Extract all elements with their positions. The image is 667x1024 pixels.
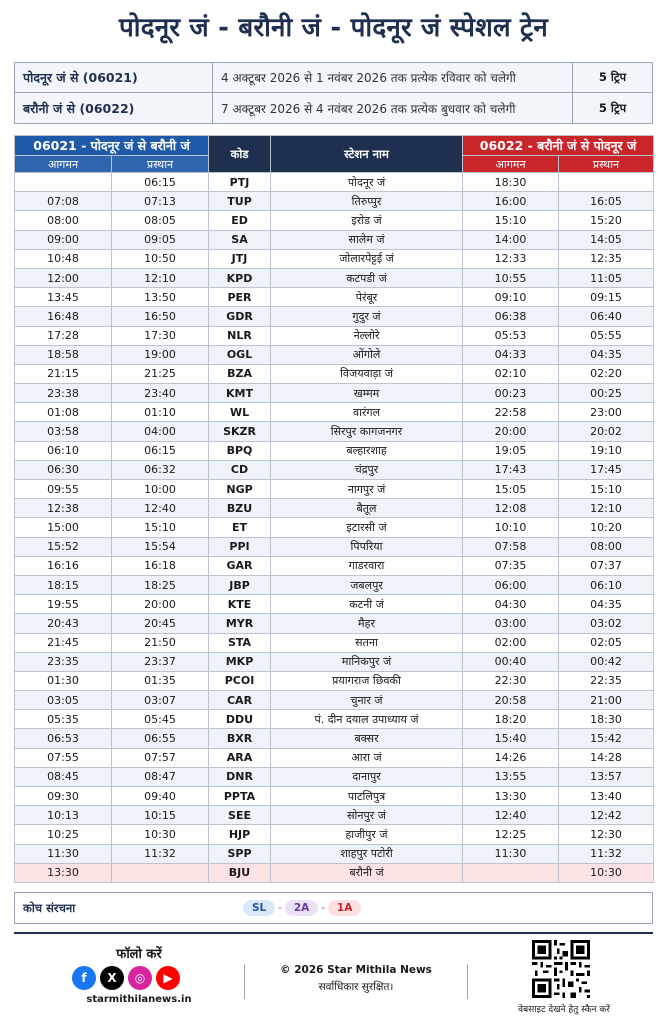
coach-class-badge: 1A bbox=[328, 900, 361, 916]
arrival-06021: 08:45 bbox=[15, 767, 112, 786]
station-name: मैहर bbox=[271, 614, 463, 633]
departure-06021: 07:13 bbox=[112, 192, 209, 211]
arrival-06022: 06:00 bbox=[463, 575, 559, 594]
departure-06021: 01:10 bbox=[112, 403, 209, 422]
departure-06021: 19:00 bbox=[112, 345, 209, 364]
departure-06022: 15:10 bbox=[559, 480, 654, 499]
footer-divider bbox=[467, 964, 468, 999]
service-from: पोदनूर जं से (06021) bbox=[15, 63, 213, 92]
station-name: मानिकपुर जं bbox=[271, 652, 463, 671]
station-code: GDR bbox=[209, 307, 271, 326]
departure-06022: 11:05 bbox=[559, 268, 654, 287]
table-row bbox=[15, 614, 654, 633]
departure-06021: 04:00 bbox=[112, 422, 209, 441]
table-row bbox=[15, 422, 654, 441]
arrival-06021: 20:43 bbox=[15, 614, 112, 633]
station-code: BXR bbox=[209, 729, 271, 748]
table-row bbox=[15, 729, 654, 748]
station-code: NGP bbox=[209, 480, 271, 499]
arrival-06022: 10:10 bbox=[463, 518, 559, 537]
arrival-06022: 12:33 bbox=[463, 249, 559, 268]
station-code: MYR bbox=[209, 614, 271, 633]
arrival-06022: 22:58 bbox=[463, 403, 559, 422]
station-name: खम्मम bbox=[271, 384, 463, 403]
coach-class-badge: 2A bbox=[285, 900, 318, 916]
station-name: पिपरिया bbox=[271, 537, 463, 556]
social-links bbox=[72, 966, 180, 990]
service-trips: 5 ट्रिप bbox=[598, 100, 627, 115]
arrival-06021: 13:45 bbox=[15, 288, 112, 307]
station-code: STA bbox=[209, 633, 271, 652]
station-name: इरोड जं bbox=[271, 211, 463, 230]
arrival-06021: 21:15 bbox=[15, 364, 112, 383]
arrival-06022: 22:30 bbox=[463, 671, 559, 690]
departure-06021: 16:50 bbox=[112, 307, 209, 326]
departure-06021: 10:30 bbox=[112, 825, 209, 844]
station-name: कटनी जं bbox=[271, 595, 463, 614]
station-name: तिरुप्पुर bbox=[271, 192, 463, 211]
table-row bbox=[15, 480, 654, 499]
departure-06022: 12:42 bbox=[559, 806, 654, 825]
departure-06021: 11:32 bbox=[112, 844, 209, 863]
table-row bbox=[15, 806, 654, 825]
arrival-06022: 05:53 bbox=[463, 326, 559, 345]
arrival-06022: 02:00 bbox=[463, 633, 559, 652]
arrival-06021: 16:48 bbox=[15, 307, 112, 326]
arrival-06022: 10:55 bbox=[463, 268, 559, 287]
website-link[interactable]: starmithilanews.in bbox=[86, 994, 192, 1005]
station-code: PER bbox=[209, 288, 271, 307]
page-title: पोदनूर जं - बरौनी जं - पोदनूर जं स्पेशल ट्रेन bbox=[119, 13, 548, 43]
service-info-table bbox=[14, 62, 653, 124]
arrival-06021: 12:38 bbox=[15, 499, 112, 518]
arrival-06022: 14:00 bbox=[463, 230, 559, 249]
station-name: बैतूल bbox=[271, 499, 463, 518]
arrival-06021: 06:53 bbox=[15, 729, 112, 748]
table-row bbox=[15, 441, 654, 460]
table-row bbox=[15, 249, 654, 268]
station-code: ARA bbox=[209, 748, 271, 767]
departure-06022: 04:35 bbox=[559, 345, 654, 364]
departure-06021: 16:18 bbox=[112, 556, 209, 575]
station-code: PPI bbox=[209, 537, 271, 556]
departure-06021: 23:37 bbox=[112, 652, 209, 671]
departure-06022: 00:42 bbox=[559, 652, 654, 671]
arrival-06021: 08:00 bbox=[15, 211, 112, 230]
departure-06022: 06:10 bbox=[559, 575, 654, 594]
table-row bbox=[15, 173, 654, 192]
arrival-06022: 14:26 bbox=[463, 748, 559, 767]
table-row bbox=[15, 288, 654, 307]
arrival-06022: 00:40 bbox=[463, 652, 559, 671]
station-name: प्रयागराज छिवकी bbox=[271, 671, 463, 690]
train-06021-header: 06021 - पोदनूर जं से बरौनी जं bbox=[15, 136, 209, 156]
table-row bbox=[15, 710, 654, 729]
station-code: SA bbox=[209, 230, 271, 249]
station-code: BPQ bbox=[209, 441, 271, 460]
station-code: PPTA bbox=[209, 787, 271, 806]
table-row bbox=[15, 499, 654, 518]
x-icon[interactable]: X bbox=[100, 966, 124, 990]
departure-06021: 01:35 bbox=[112, 671, 209, 690]
station-code: JTJ bbox=[209, 249, 271, 268]
station-code: KTE bbox=[209, 595, 271, 614]
arrival-06022: 13:55 bbox=[463, 767, 559, 786]
table-row bbox=[15, 787, 654, 806]
arrival-06022: 07:58 bbox=[463, 537, 559, 556]
arrival-06021: 06:10 bbox=[15, 441, 112, 460]
station-code: SPP bbox=[209, 844, 271, 863]
station-code: GAR bbox=[209, 556, 271, 575]
scan-instruction: वेबसाइट देखने हेतु स्कैन करें bbox=[517, 1005, 610, 1015]
table-row bbox=[15, 633, 654, 652]
station-code: KPD bbox=[209, 268, 271, 287]
departure-06022: 17:45 bbox=[559, 460, 654, 479]
table-row bbox=[15, 230, 654, 249]
departure-06022: 02:20 bbox=[559, 364, 654, 383]
station-name: दानापुर bbox=[271, 767, 463, 786]
departure-06021: 12:10 bbox=[112, 268, 209, 287]
departure-06022: 12:35 bbox=[559, 249, 654, 268]
departure-06022: 07:37 bbox=[559, 556, 654, 575]
service-info-row bbox=[15, 93, 652, 123]
station-name: गुदुर जं bbox=[271, 307, 463, 326]
arrival-06022: 15:40 bbox=[463, 729, 559, 748]
arrival-06021: 03:05 bbox=[15, 691, 112, 710]
instagram-icon[interactable]: ◎ bbox=[128, 966, 152, 990]
timetable bbox=[14, 135, 654, 883]
station-code: MKP bbox=[209, 652, 271, 671]
arrival-06021 bbox=[15, 173, 112, 192]
departure-06021: 23:40 bbox=[112, 384, 209, 403]
station-code: NLR bbox=[209, 326, 271, 345]
arrival-06022: 18:20 bbox=[463, 710, 559, 729]
station-code: ET bbox=[209, 518, 271, 537]
arrival-06021: 05:35 bbox=[15, 710, 112, 729]
arrival-06022: 11:30 bbox=[463, 844, 559, 863]
facebook-icon[interactable]: f bbox=[72, 966, 96, 990]
station-code: CAR bbox=[209, 691, 271, 710]
station-code: BZA bbox=[209, 364, 271, 383]
station-code: KMT bbox=[209, 384, 271, 403]
departure-06022: 05:55 bbox=[559, 326, 654, 345]
station-name: हाजीपुर जं bbox=[271, 825, 463, 844]
departure-06021 bbox=[112, 863, 209, 882]
departure-06022: 14:05 bbox=[559, 230, 654, 249]
arrival-06021: 16:16 bbox=[15, 556, 112, 575]
coach-separator: - bbox=[321, 902, 325, 914]
station-name: नेल्लोरे bbox=[271, 326, 463, 345]
arrival-06022: 04:30 bbox=[463, 595, 559, 614]
arrival-06022: 09:10 bbox=[463, 288, 559, 307]
departure-06021: 08:05 bbox=[112, 211, 209, 230]
departure-header: प्रस्थान bbox=[559, 156, 654, 173]
table-row bbox=[15, 326, 654, 345]
departure-06022: 21:00 bbox=[559, 691, 654, 710]
qr-code-icon bbox=[532, 940, 590, 998]
station-name: जोलारपेट्टई जं bbox=[271, 249, 463, 268]
station-name: आरा जं bbox=[271, 748, 463, 767]
service-info-row bbox=[15, 63, 652, 93]
departure-06021: 13:50 bbox=[112, 288, 209, 307]
station-name: पोदनूर जं bbox=[271, 173, 463, 192]
station-code: TUP bbox=[209, 192, 271, 211]
table-row bbox=[15, 595, 654, 614]
arrival-06022 bbox=[463, 863, 559, 882]
station-code: WL bbox=[209, 403, 271, 422]
arrival-06021: 12:00 bbox=[15, 268, 112, 287]
station-code: ED bbox=[209, 211, 271, 230]
table-row bbox=[15, 518, 654, 537]
arrival-06021: 21:45 bbox=[15, 633, 112, 652]
departure-06021: 18:25 bbox=[112, 575, 209, 594]
rights-reserved: सर्वाधिकार सुरक्षित। bbox=[318, 981, 394, 993]
departure-06022: 20:02 bbox=[559, 422, 654, 441]
departure-06022: 06:40 bbox=[559, 307, 654, 326]
service-from: बरौनी जं से (06022) bbox=[15, 93, 213, 123]
footer bbox=[14, 932, 653, 1018]
departure-06022: 13:57 bbox=[559, 767, 654, 786]
departure-06021: 06:15 bbox=[112, 173, 209, 192]
arrival-06021: 09:30 bbox=[15, 787, 112, 806]
departure-06021: 09:40 bbox=[112, 787, 209, 806]
departure-06021: 06:55 bbox=[112, 729, 209, 748]
departure-06022: 19:10 bbox=[559, 441, 654, 460]
departure-06022: 12:30 bbox=[559, 825, 654, 844]
station-code: SKZR bbox=[209, 422, 271, 441]
arrival-06022: 12:25 bbox=[463, 825, 559, 844]
arrival-06022: 15:05 bbox=[463, 480, 559, 499]
arrival-06021: 10:13 bbox=[15, 806, 112, 825]
departure-06022: 10:20 bbox=[559, 518, 654, 537]
arrival-06022: 07:35 bbox=[463, 556, 559, 575]
departure-06021: 06:32 bbox=[112, 460, 209, 479]
departure-06022: 14:28 bbox=[559, 748, 654, 767]
station-name: चुनार जं bbox=[271, 691, 463, 710]
youtube-icon[interactable]: ▶ bbox=[156, 966, 180, 990]
table-row bbox=[15, 403, 654, 422]
station-name: गाडरवारा bbox=[271, 556, 463, 575]
arrival-06022: 06:38 bbox=[463, 307, 559, 326]
table-row bbox=[15, 345, 654, 364]
arrival-06022: 02:10 bbox=[463, 364, 559, 383]
station-code: JBP bbox=[209, 575, 271, 594]
arrival-06022: 13:30 bbox=[463, 787, 559, 806]
table-row bbox=[15, 384, 654, 403]
departure-06021: 20:45 bbox=[112, 614, 209, 633]
departure-06022: 04:35 bbox=[559, 595, 654, 614]
table-row bbox=[15, 844, 654, 863]
station-name: पं. दीन दयाल उपाध्याय जं bbox=[271, 710, 463, 729]
departure-06022: 18:30 bbox=[559, 710, 654, 729]
departure-06021: 10:15 bbox=[112, 806, 209, 825]
station-name: इटारसी जं bbox=[271, 518, 463, 537]
arrival-06021: 06:30 bbox=[15, 460, 112, 479]
station-code: BJU bbox=[209, 863, 271, 882]
arrival-header: आगमन bbox=[15, 156, 112, 173]
station-code: DDU bbox=[209, 710, 271, 729]
coach-composition bbox=[14, 892, 653, 924]
station-name: विजयवाड़ा जं bbox=[271, 364, 463, 383]
arrival-06022: 20:00 bbox=[463, 422, 559, 441]
arrival-06021: 11:30 bbox=[15, 844, 112, 863]
departure-06022: 11:32 bbox=[559, 844, 654, 863]
arrival-06022: 03:00 bbox=[463, 614, 559, 633]
departure-06021: 08:47 bbox=[112, 767, 209, 786]
arrival-06021: 10:48 bbox=[15, 249, 112, 268]
station-code: DNR bbox=[209, 767, 271, 786]
arrival-06021: 15:00 bbox=[15, 518, 112, 537]
arrival-06022: 19:05 bbox=[463, 441, 559, 460]
table-row bbox=[15, 364, 654, 383]
departure-06022: 13:40 bbox=[559, 787, 654, 806]
arrival-06021: 15:52 bbox=[15, 537, 112, 556]
station-name: नागपुर जं bbox=[271, 480, 463, 499]
table-row bbox=[15, 671, 654, 690]
station-name: वारंगल bbox=[271, 403, 463, 422]
coach-separator: - bbox=[278, 902, 282, 914]
departure-06022: 15:20 bbox=[559, 211, 654, 230]
station-name: सतना bbox=[271, 633, 463, 652]
departure-06022: 16:05 bbox=[559, 192, 654, 211]
station-name: बल्हारशाह bbox=[271, 441, 463, 460]
arrival-06022: 12:08 bbox=[463, 499, 559, 518]
departure-06021: 21:25 bbox=[112, 364, 209, 383]
station-name: बरौनी जं bbox=[271, 863, 463, 882]
departure-06021: 10:50 bbox=[112, 249, 209, 268]
train-06022-header: 06022 - बरौनी जं से पोदनूर जं bbox=[463, 136, 654, 156]
arrival-06022: 18:30 bbox=[463, 173, 559, 192]
station-code: PTJ bbox=[209, 173, 271, 192]
station-code: HJP bbox=[209, 825, 271, 844]
station-name: पेरंबूर bbox=[271, 288, 463, 307]
arrival-06022: 16:00 bbox=[463, 192, 559, 211]
table-row bbox=[15, 748, 654, 767]
station-code: OGL bbox=[209, 345, 271, 364]
arrival-06021: 13:30 bbox=[15, 863, 112, 882]
departure-06021: 21:50 bbox=[112, 633, 209, 652]
station-code: CD bbox=[209, 460, 271, 479]
service-schedule: 7 अक्टूबर 2026 से 4 नवंबर 2026 तक प्रत्येक बुधवार को चलेगी bbox=[213, 93, 573, 123]
departure-06021: 15:54 bbox=[112, 537, 209, 556]
arrival-06021: 10:25 bbox=[15, 825, 112, 844]
coach-label: कोच संरचना bbox=[23, 900, 76, 915]
departure-06021: 09:05 bbox=[112, 230, 209, 249]
table-row bbox=[15, 268, 654, 287]
code-header: कोड bbox=[209, 136, 271, 173]
table-row bbox=[15, 556, 654, 575]
table-row bbox=[15, 691, 654, 710]
service-trips: 5 ट्रिप bbox=[598, 70, 627, 84]
arrival-06021: 01:30 bbox=[15, 671, 112, 690]
arrival-06022: 15:10 bbox=[463, 211, 559, 230]
departure-06021: 10:00 bbox=[112, 480, 209, 499]
departure-06021: 07:57 bbox=[112, 748, 209, 767]
departure-06022: 15:42 bbox=[559, 729, 654, 748]
table-row bbox=[15, 211, 654, 230]
station-name: शाहपुर पटोरी bbox=[271, 844, 463, 863]
departure-06022: 00:25 bbox=[559, 384, 654, 403]
follow-label: फॉलो करें bbox=[116, 947, 162, 962]
table-row bbox=[15, 460, 654, 479]
table-row bbox=[15, 767, 654, 786]
departure-06021: 17:30 bbox=[112, 326, 209, 345]
arrival-06021: 19:55 bbox=[15, 595, 112, 614]
station-header: स्टेशन नाम bbox=[271, 136, 463, 173]
departure-06021: 20:00 bbox=[112, 595, 209, 614]
departure-06021: 12:40 bbox=[112, 499, 209, 518]
station-code: PCOI bbox=[209, 671, 271, 690]
table-row bbox=[15, 537, 654, 556]
arrival-06021: 23:35 bbox=[15, 652, 112, 671]
arrival-06022: 17:43 bbox=[463, 460, 559, 479]
departure-06021: 03:07 bbox=[112, 691, 209, 710]
station-name: सालेम जं bbox=[271, 230, 463, 249]
arrival-header: आगमन bbox=[463, 156, 559, 173]
arrival-06021: 17:28 bbox=[15, 326, 112, 345]
departure-06022: 08:00 bbox=[559, 537, 654, 556]
arrival-06021: 09:55 bbox=[15, 480, 112, 499]
copyright: © 2026 Star Mithila News bbox=[280, 964, 432, 976]
arrival-06022: 20:58 bbox=[463, 691, 559, 710]
station-code: BZU bbox=[209, 499, 271, 518]
arrival-06021: 18:58 bbox=[15, 345, 112, 364]
departure-06021: 05:45 bbox=[112, 710, 209, 729]
arrival-06022: 12:40 bbox=[463, 806, 559, 825]
station-name: कटपडी जं bbox=[271, 268, 463, 287]
service-schedule: 4 अक्टूबर 2026 से 1 नवंबर 2026 तक प्रत्येक रविवार को चलेगी bbox=[213, 63, 573, 92]
table-row bbox=[15, 863, 654, 882]
arrival-06022: 04:33 bbox=[463, 345, 559, 364]
departure-06022: 09:15 bbox=[559, 288, 654, 307]
departure-06022 bbox=[559, 173, 654, 192]
departure-06022: 10:30 bbox=[559, 863, 654, 882]
arrival-06022: 00:23 bbox=[463, 384, 559, 403]
departure-06022: 12:10 bbox=[559, 499, 654, 518]
departure-header: प्रस्थान bbox=[112, 156, 209, 173]
arrival-06021: 18:15 bbox=[15, 575, 112, 594]
station-name: पाटलिपुत्र bbox=[271, 787, 463, 806]
station-name: बक्सर bbox=[271, 729, 463, 748]
station-name: सोनपुर जं bbox=[271, 806, 463, 825]
arrival-06021: 23:38 bbox=[15, 384, 112, 403]
table-row bbox=[15, 825, 654, 844]
departure-06022: 22:35 bbox=[559, 671, 654, 690]
table-row bbox=[15, 307, 654, 326]
arrival-06021: 03:58 bbox=[15, 422, 112, 441]
arrival-06021: 01:08 bbox=[15, 403, 112, 422]
arrival-06021: 09:00 bbox=[15, 230, 112, 249]
station-name: ओंगोले bbox=[271, 345, 463, 364]
station-name: चंद्रपुर bbox=[271, 460, 463, 479]
footer-divider bbox=[244, 964, 245, 999]
departure-06021: 06:15 bbox=[112, 441, 209, 460]
table-row bbox=[15, 575, 654, 594]
station-name: जबलपुर bbox=[271, 575, 463, 594]
departure-06021: 15:10 bbox=[112, 518, 209, 537]
departure-06022: 02:05 bbox=[559, 633, 654, 652]
arrival-06021: 07:08 bbox=[15, 192, 112, 211]
departure-06022: 23:00 bbox=[559, 403, 654, 422]
coach-class-badge: SL bbox=[243, 900, 275, 916]
station-name: सिरपुर कागजनगर bbox=[271, 422, 463, 441]
departure-06022: 03:02 bbox=[559, 614, 654, 633]
table-row bbox=[15, 192, 654, 211]
arrival-06021: 07:55 bbox=[15, 748, 112, 767]
station-code: SEE bbox=[209, 806, 271, 825]
table-row bbox=[15, 652, 654, 671]
